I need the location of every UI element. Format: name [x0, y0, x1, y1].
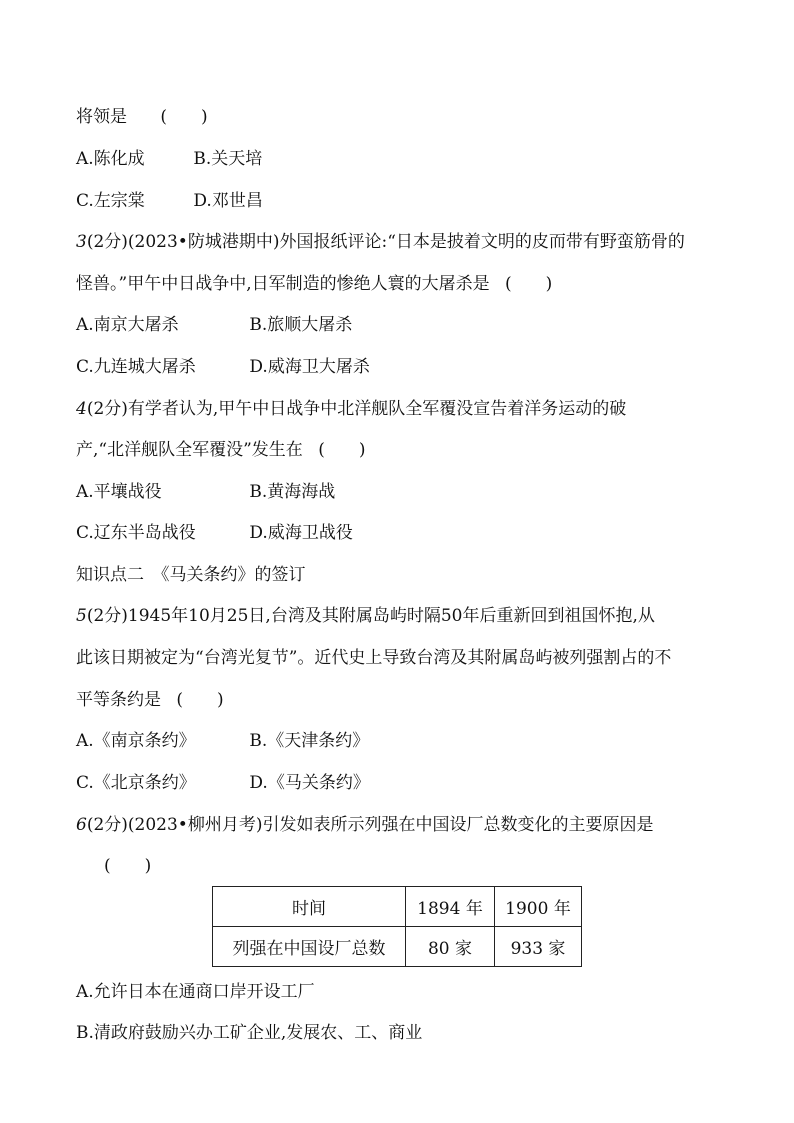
table-value-1894: 80 家: [406, 927, 495, 967]
q2-option-d: D.邓世昌: [193, 191, 263, 211]
q5-option-b: B.《天津条约》: [249, 731, 370, 751]
q2-stem-tail: [76, 104, 208, 130]
q4-option-c: C.辽东半岛战役: [76, 523, 196, 543]
q4-stem-line-1-text: (2分)有学者认为,甲午中日战争中北洋舰队全军覆没宣告着洋务运动的破: [86, 399, 627, 419]
q6-number: 6: [76, 815, 87, 835]
q5-option-d: D.《马关条约》: [249, 773, 370, 793]
section-2-title: 知识点二 《马关条约》的签订: [76, 565, 306, 585]
q6-option-a: A.允许日本在通商口岸开设工厂: [76, 982, 315, 1002]
q2-options-row-1: [76, 146, 262, 172]
q5-stem-line-3-text: 平等条约是: [76, 690, 161, 710]
table-row-label: 列强在中国设厂总数: [213, 927, 406, 967]
q4-option-d: D.威海卫战役: [249, 523, 353, 543]
q5-answer-paren: ( ): [176, 690, 224, 710]
q5-options-row-1: [76, 728, 369, 754]
q4-stem-line-1: [76, 396, 626, 422]
q3-option-a: A.南京大屠杀: [76, 315, 179, 335]
q4-number: 4: [76, 399, 87, 419]
table-header-time: 时间: [213, 887, 406, 927]
q2-stem-text: 将领是: [76, 107, 127, 127]
q4-option-b: B.黄海海战: [249, 482, 336, 502]
q4-options-row-1: [76, 479, 335, 505]
q6-data-table: [212, 886, 582, 967]
q4-answer-paren: ( ): [318, 440, 366, 460]
q2-options-row-2: [76, 188, 263, 214]
q3-stem-line-1-text: (2分)(2023•防城港期中)外国报纸评论:“日本是披着文明的皮而带有野蛮筋骨的: [86, 232, 685, 252]
q6-answer-paren-line: [104, 853, 151, 879]
table-header-row: [213, 887, 582, 927]
q3-stem-line-1: [76, 229, 685, 255]
q3-option-d: D.威海卫大屠杀: [249, 357, 370, 377]
q5-option-a: A.《南京条约》: [76, 731, 196, 751]
q5-stem-line-2-text: 此该日期被定为“台湾光复节”。近代史上导致台湾及其附属岛屿被列强割占的不: [76, 648, 672, 668]
q4-options-row-2: [76, 520, 353, 546]
q6-answer-paren: ( ): [104, 856, 152, 876]
q5-stem-line-1: [76, 603, 655, 629]
q5-stem-line-3: [76, 687, 224, 713]
table-row: [213, 927, 582, 967]
q4-option-a: A.平壤战役: [76, 482, 162, 502]
q3-number: 3: [76, 232, 87, 252]
q5-stem-line-1-text: (2分)1945年10月25日,台湾及其附属岛屿时隔50年后重新回到祖国怀抱,从: [86, 606, 655, 626]
q2-answer-paren: ( ): [160, 107, 208, 127]
q5-options-row-2: [76, 770, 370, 796]
q6-stem-line-1: [76, 812, 653, 838]
q2-option-b: B.关天培: [193, 149, 263, 169]
q5-stem-line-2: [76, 645, 671, 671]
q3-stem-line-2: [76, 271, 552, 297]
q4-stem-line-2-text: 产,“北洋舰队全军覆没”发生在: [76, 440, 303, 460]
q4-stem-line-2: [76, 437, 365, 463]
q5-option-c: C.《北京条约》: [76, 773, 196, 793]
q3-stem-line-2-text: 怪兽。”甲午中日战争中,日军制造的惨绝人寰的大屠杀是: [76, 274, 490, 294]
q5-number: 5: [76, 606, 87, 626]
q3-options-row-2: [76, 354, 370, 380]
q2-option-c: C.左宗棠: [76, 191, 145, 211]
q6-option-b: B.清政府鼓励兴办工矿企业,发展农、工、商业: [76, 1023, 423, 1043]
table-header-1894: 1894 年: [406, 887, 495, 927]
q6-stem-line-1-text: (2分)(2023•柳州月考)引发如表所示列强在中国设厂总数变化的主要原因是: [86, 815, 654, 835]
table-header-1900: 1900 年: [495, 887, 582, 927]
q3-options-row-1: [76, 312, 352, 338]
q3-option-c: C.九连城大屠杀: [76, 357, 196, 377]
q2-option-a: A.陈化成: [76, 149, 145, 169]
q3-option-b: B.旅顺大屠杀: [249, 315, 353, 335]
table-value-1900: 933 家: [495, 927, 582, 967]
q3-answer-paren: ( ): [505, 274, 553, 294]
